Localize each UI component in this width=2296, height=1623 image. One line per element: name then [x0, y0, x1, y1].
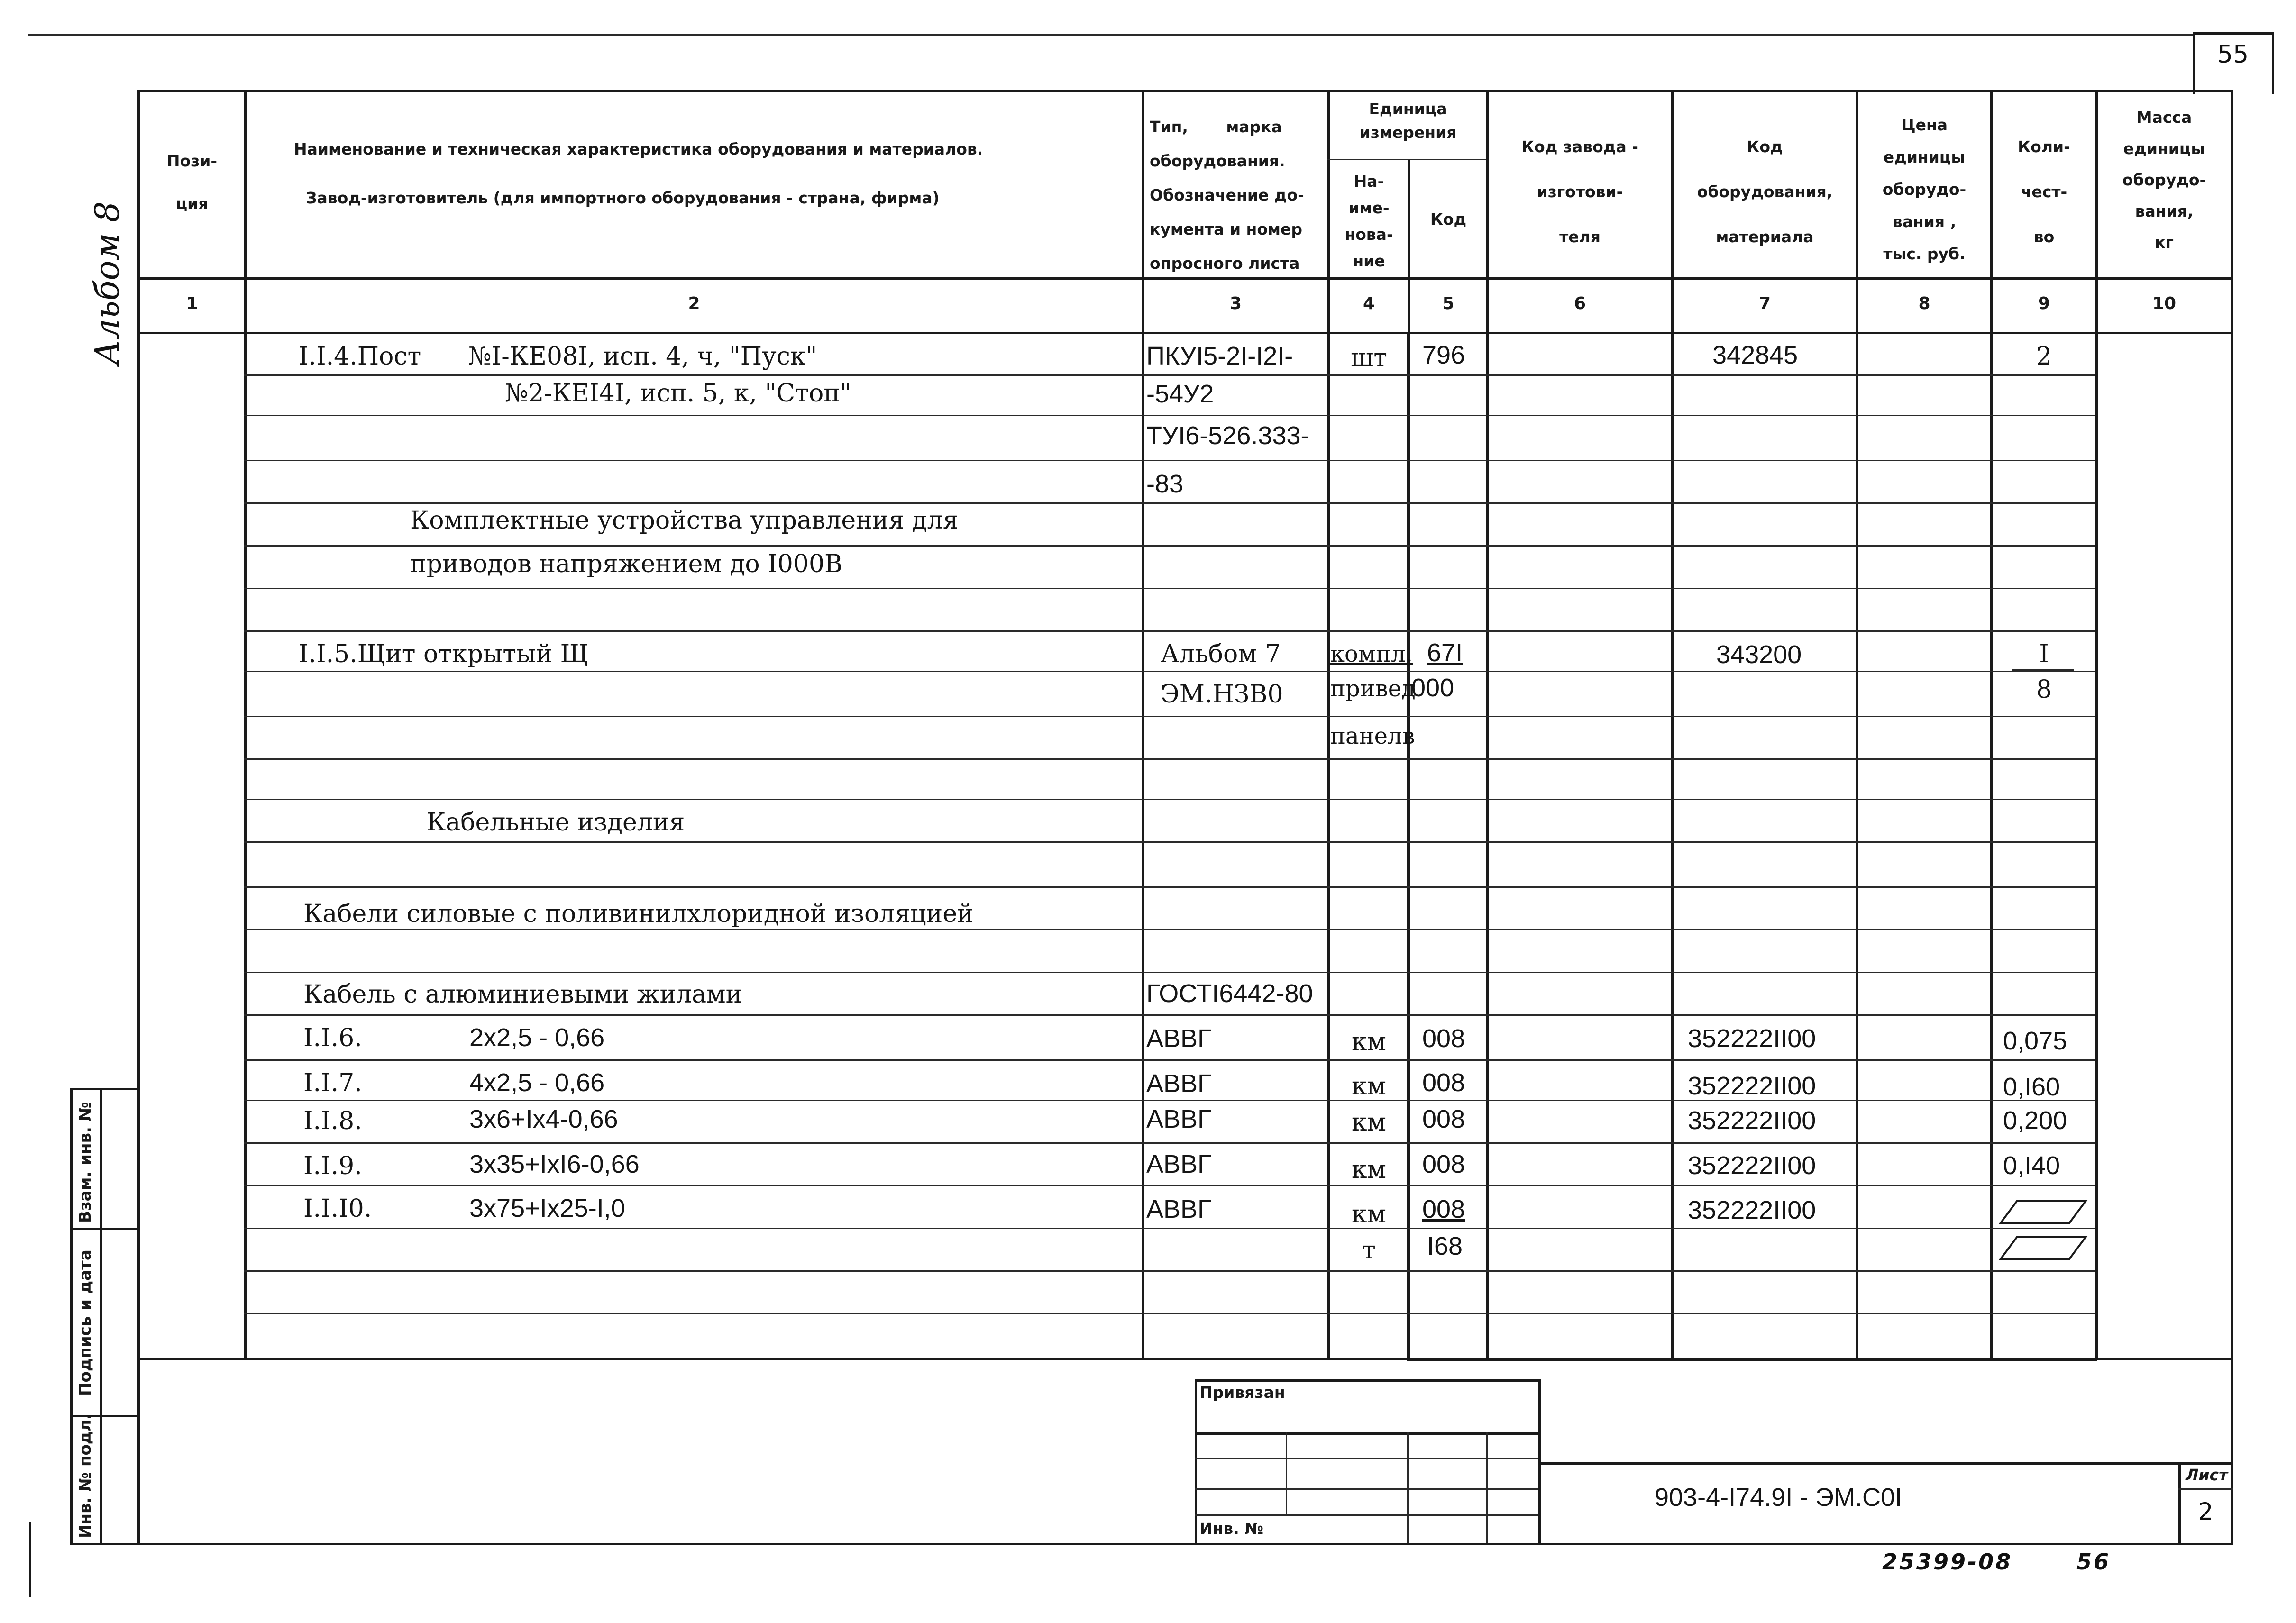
cable-unit: км — [1352, 1072, 1386, 1101]
header-col5: Код — [1430, 210, 1467, 228]
r1-qty: 2 — [2036, 342, 2052, 371]
cable-code: 008 — [1422, 1068, 1465, 1097]
cable-spec: 2х2,5 - 0,66 — [469, 1023, 605, 1052]
list-number: 2 — [2198, 1498, 2214, 1525]
cable-qty: 0,I60 — [2003, 1073, 2060, 1101]
page-number: 55 — [2217, 40, 2249, 69]
col-num-10: 10 — [2152, 294, 2177, 313]
r9-qty: 8 — [2036, 675, 2052, 704]
cable-unit: км — [1352, 1156, 1386, 1184]
cable-type: АВВГ — [1146, 1150, 1212, 1178]
header-col3: Тип, марка оборудования. Обозначение до- кумента и номер опросного листа — [1150, 118, 1304, 273]
r8-equip-code: 343200 — [1716, 640, 1802, 669]
r1-code: 796 — [1422, 341, 1465, 369]
header-unit-group: Единица измерения — [1359, 100, 1457, 142]
cable-equip: 352222II00 — [1688, 1072, 1816, 1100]
header-col2-line2: Завод-изготовитель (для импортного оборудования - страна, фирма) — [306, 189, 940, 207]
cable-qty: 0,I40 — [2003, 1151, 2060, 1180]
r5-name: Комплектные устройства управления для — [410, 506, 959, 535]
cable-code: 008 — [1422, 1150, 1465, 1178]
col-num-6: 6 — [1573, 294, 1586, 313]
cable-unit: км — [1352, 1200, 1386, 1229]
podpis-label: Подпись и дата — [76, 1249, 95, 1396]
col-num-1: 1 — [186, 294, 198, 313]
cable-equip: 352222II00 — [1688, 1196, 1816, 1224]
r2-name: №2-КЕI4I, исп. 5, к, "Стоп" — [505, 379, 851, 408]
inv-no-label: Инв. № — [1199, 1519, 1264, 1538]
header-col9: Коли- чест- во — [2018, 137, 2070, 246]
r4-type: -83 — [1146, 470, 1184, 498]
header-col7: Код оборудования, материала — [1697, 137, 1833, 246]
cable-spec: 3х35+IхI6-0,66 — [469, 1150, 640, 1178]
list-label: Лист — [2186, 1466, 2228, 1484]
doc-code: 903-4-I74.9I - ЭМ.С0I — [1655, 1483, 1903, 1512]
r16-type: ГОСТI6442-80 — [1146, 979, 1313, 1008]
r8-type: Альбом 7 — [1161, 640, 1281, 668]
cable-spec: 3х75+Iх25-I,0 — [469, 1194, 625, 1222]
cable-pos: I.I.9. — [303, 1152, 362, 1180]
cable-code: 008 — [1422, 1195, 1465, 1223]
header-col2-line1: Наименование и техническая характеристика оборудования и материалов. — [294, 140, 983, 158]
cable-qty: 0,075 — [2003, 1027, 2067, 1055]
r8-code: 67I — [1427, 638, 1463, 667]
cable-pos: I.I.7. — [303, 1069, 362, 1097]
cable-equip: 352222II00 — [1688, 1151, 1816, 1180]
cable-type: АВВГ — [1146, 1024, 1212, 1053]
r12-name: Кабельные изделия — [427, 808, 685, 837]
cable-unit: км — [1352, 1028, 1386, 1056]
col-num-3: 3 — [1229, 294, 1242, 313]
r3-type: ТУI6-526.333- — [1146, 421, 1309, 450]
cable-type: АВВГ — [1146, 1195, 1212, 1223]
r9-type: ЭМ.НЗВ0 — [1161, 680, 1283, 709]
vzam-label: Взам. инв. № — [76, 1102, 95, 1223]
cable-qty: 0,200 — [2003, 1106, 2067, 1135]
cable-code: 008 — [1422, 1105, 1465, 1133]
last-code: I68 — [1427, 1232, 1463, 1260]
cable-equip: 352222II00 — [1688, 1024, 1816, 1053]
cable-pos: I.I.8. — [303, 1107, 362, 1135]
r8-qty: I — [2039, 640, 2049, 668]
cable-equip: 352222II00 — [1688, 1106, 1816, 1135]
r6-name: приводов напряжением до I000В — [410, 550, 843, 578]
cable-pos: I.I.6. — [303, 1024, 362, 1052]
col-num-5: 5 — [1442, 294, 1454, 313]
col-num-9: 9 — [2038, 294, 2050, 313]
header-col1: Пози- ция — [166, 152, 218, 213]
album-label: Альбом 8 — [88, 201, 127, 365]
cable-spec: 4х2,5 - 0,66 — [469, 1068, 605, 1097]
r8-unit: компл. — [1330, 641, 1413, 667]
inv-label: Инв. № подл. — [76, 1413, 95, 1538]
r1-type: ПКУI5-2I-I2I- — [1146, 342, 1293, 370]
blank-mark-icon — [1998, 1234, 2088, 1263]
r2-type: -54У2 — [1146, 380, 1214, 408]
cable-spec: 3х6+Iх4-0,66 — [469, 1105, 618, 1133]
header-col4: На- име- нова- ние — [1345, 172, 1393, 270]
privyazan-label: Привязан — [1199, 1383, 1285, 1402]
header-col8: Цена единицы оборудо- вания , тыс. руб. — [1882, 116, 1967, 263]
col-num-7: 7 — [1758, 294, 1771, 313]
r8-name: I.I.5.Щит открытый Щ — [299, 640, 588, 668]
header-col10: Масса единицы оборудо- вания, кг — [2122, 108, 2206, 252]
r1-unit: шт — [1350, 344, 1388, 372]
col-num-8: 8 — [1918, 294, 1930, 313]
r9-unit: привед — [1330, 675, 1416, 702]
header-col6: Код завода - изготови- теля — [1521, 137, 1638, 246]
r16-name: Кабель с алюминиевыми жилами — [303, 980, 742, 1009]
cable-type: АВВГ — [1146, 1105, 1212, 1133]
cable-unit: км — [1352, 1108, 1386, 1137]
footer-page: 56 — [2076, 1549, 2111, 1575]
r9-code: .000 — [1404, 674, 1454, 702]
archive-number: 25399-08 — [1882, 1549, 2013, 1575]
r14-name: Кабели силовые с поливинилхлоридной изоляцией — [303, 900, 974, 928]
col-num-4: 4 — [1363, 294, 1375, 313]
blank-mark-icon — [1998, 1198, 2088, 1227]
r1-name: I.I.4.Пост №I-КЕ08I, исп. 4, ч, "Пуск" — [299, 342, 817, 371]
cable-type: АВВГ — [1146, 1069, 1212, 1098]
r1-equip-code: 342845 — [1712, 341, 1798, 369]
r10-unit: панелв — [1330, 723, 1415, 749]
col-num-2: 2 — [688, 294, 700, 313]
last-unit: т — [1362, 1236, 1376, 1265]
cable-code: 008 — [1422, 1024, 1465, 1053]
cable-pos: I.I.I0. — [303, 1194, 372, 1223]
